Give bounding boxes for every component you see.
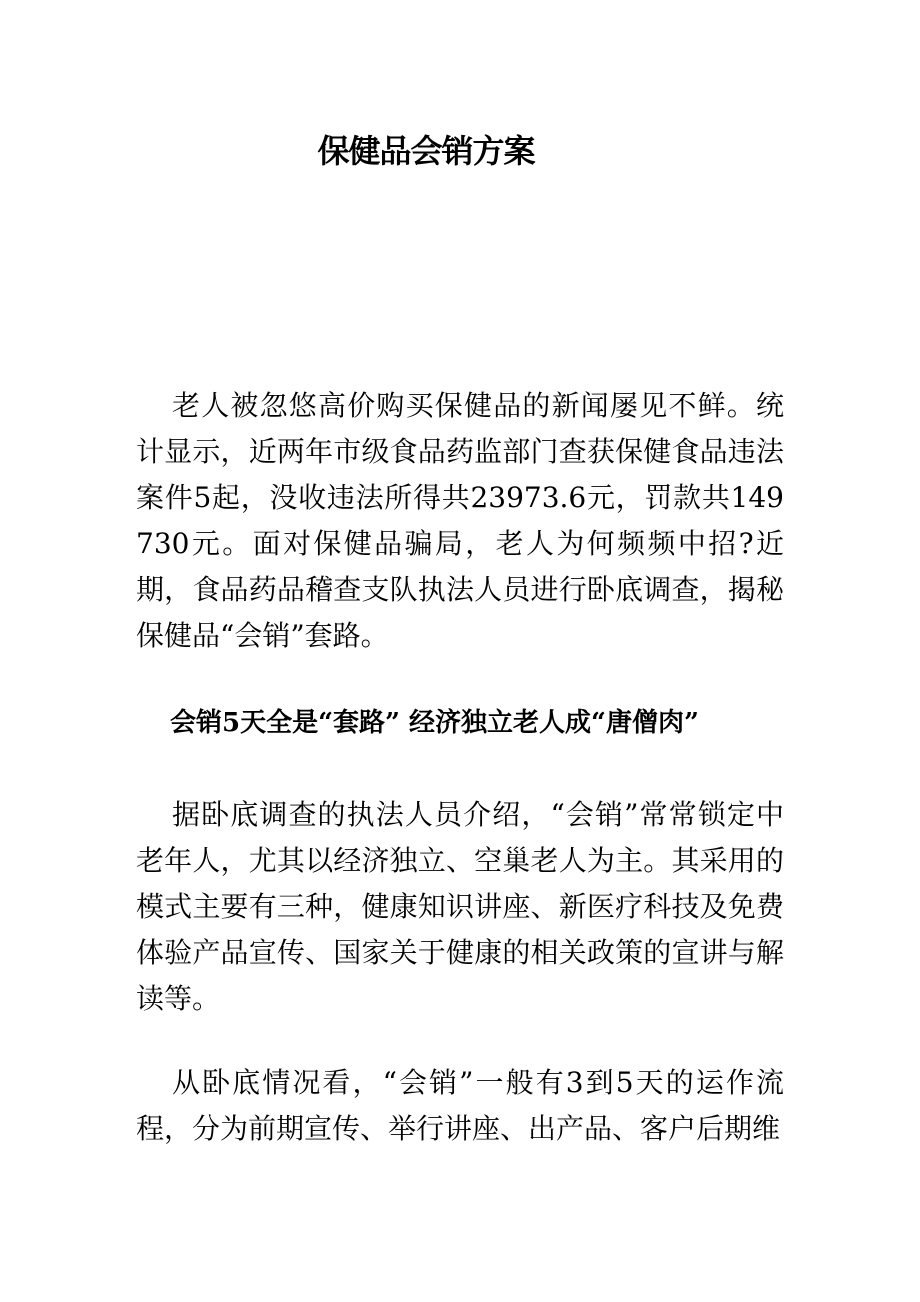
document-title: 保健品会销方案 xyxy=(317,132,535,170)
intro-paragraph: 老人被忽悠高价购买保健品的新闻屡见不鲜。统计显示，近两年市级食品药监部门查获保健食品违法案件5起，没收违法所得共23973.6元，罚款共149730元。面对保健品骗局，老人为何频频中招?近期，食品药品稽查支队执法人员进行卧底调查，揭秘保健品“会销”套路。 xyxy=(136,389,784,652)
process-paragraph: 从卧底情况看，“会销”一般有3到5天的运作流程，分为前期宣传、举行讲座、出产品、客户后期维 xyxy=(136,1066,784,1145)
section-heading: 会销5天全是“套路” 经济独立老人成“唐僧肉” xyxy=(170,708,699,738)
investigation-paragraph: 据卧底调查的执法人员介绍，“会销”常常锁定中老年人，尤其以经济独立、空巢老人为主。其采用的模式主要有三种，健康知识讲座、新医疗科技及免费体验产品宣传、国家关于健康的相关政策的宣讲与解读等。 xyxy=(136,798,784,1015)
